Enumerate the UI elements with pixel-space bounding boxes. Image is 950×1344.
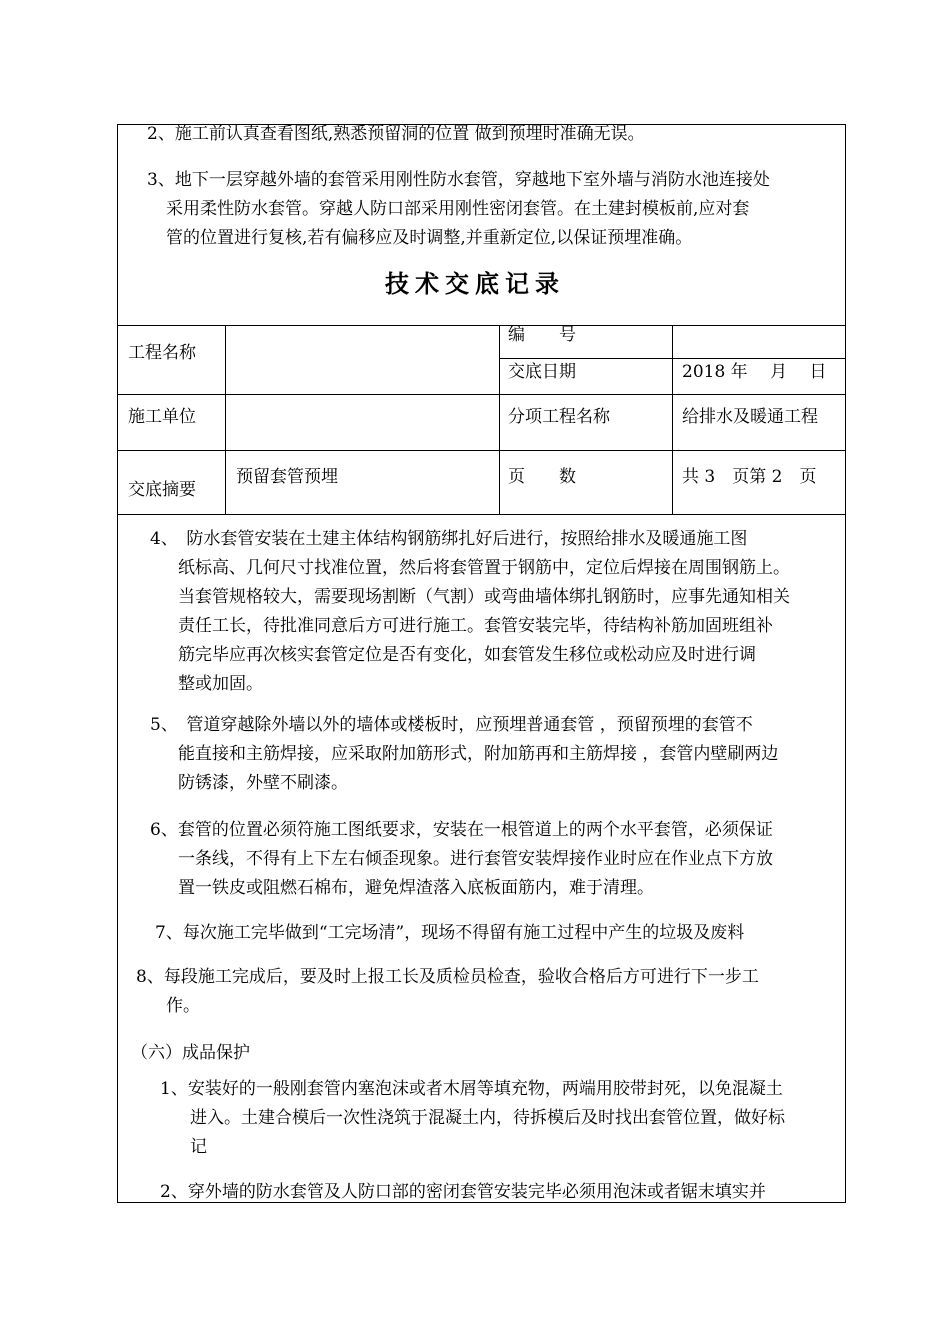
- item-7-text: 7、每次施工完毕做到“工完场清”，现场不得留有施工过程中产生的垃圾及废料: [155, 923, 745, 943]
- number-label: 编 号: [508, 325, 576, 345]
- pages-value: 共 3 页第 2 页: [682, 467, 817, 487]
- summary-label: 交底摘要: [128, 480, 196, 500]
- item-5-line-2: 能直接和主筋焊接，应采取附加筋形式，附加筋再和主筋焊接 ，套管内壁刷两边: [178, 744, 779, 764]
- date-value: 2018 年 月 日: [682, 362, 827, 382]
- protection-1-line-3: 记: [190, 1137, 207, 1157]
- table-col-line: [672, 325, 673, 515]
- pages-label: 页 数: [508, 467, 576, 487]
- item-6-line-1: 6、套管的位置必须符施工图纸要求，安装在一根管道上的两个水平套管，必须保证: [150, 820, 773, 840]
- record-title: 技术交底记录: [385, 270, 565, 298]
- item-4-line-5: 筋完毕应再次核实套管定位是否有变化，如套管发生移位或松动应及时进行调: [178, 645, 756, 665]
- item-4-line-3: 当套管规格较大，需要现场割断（气割）或弯曲墙体绑扎钢筋时，应事先通知相关: [178, 587, 790, 607]
- section-6-heading: （六）成品保护: [131, 1043, 250, 1063]
- protection-1-line-1: 1、安装好的一般刚套管内塞泡沫或者木屑等填充物，两端用胶带封死，以免混凝土: [160, 1079, 783, 1099]
- subproject-label: 分项工程名称: [508, 407, 610, 427]
- item-6-line-2: 一条线，不得有上下左右倾歪现象。进行套管安装焊接作业时应在作业点下方放: [178, 849, 773, 869]
- item-4-line-6: 整或加固。: [178, 674, 263, 694]
- item-4-line-4: 责任工长，待批准同意后方可进行施工。套管安装完毕，待结构补筋加固班组补: [178, 616, 773, 636]
- unit-label: 施工单位: [128, 407, 196, 427]
- protection-1-line-2: 进入。土建合模后一次性浇筑于混凝土内，待拆模后及时找出套管位置，做好标: [190, 1108, 785, 1128]
- table-col-line: [499, 325, 500, 515]
- table-col-line: [225, 325, 226, 515]
- item-2-text: 2、施工前认真查看图纸,熟悉预留洞的位置 做到预埋时准确无误。: [147, 124, 645, 144]
- item-6-line-3: 置一铁皮或阻燃石棉布，避免焊渣落入底板面筋内，难于清理。: [178, 878, 654, 898]
- subproject-value: 给排水及暖通工程: [682, 407, 818, 427]
- table-row-line: [117, 394, 846, 395]
- protection-2-line-1: 2、穿外墙的防水套管及人防口部的密闭套管安装完毕必须用泡沫或者锯末填实并: [160, 1182, 766, 1202]
- item-3-line-3: 管的位置进行复核,若有偏移应及时调整,并重新定位,以保证预埋准确。: [166, 228, 693, 248]
- item-3-line-2: 采用柔性防水套管。穿越人防口部采用刚性密闭套管。在土建封模板前,应对套: [166, 199, 750, 219]
- item-5-line-3: 防锈漆，外壁不刷漆。: [178, 773, 348, 793]
- table-row-line: [117, 450, 846, 451]
- item-5-line-1: 5、 管道穿越除外墙以外的墙体或楼板时，应预埋普通套管 ，预留预埋的套管不: [150, 715, 753, 735]
- item-3-line-1: 3、地下一层穿越外墙的套管采用刚性防水套管，穿越地下室外墙与消防水池连接处: [147, 170, 770, 190]
- item-4-line-1: 4、 防水套管安装在土建主体结构钢筋绑扎好后进行，按照给排水及暖通施工图: [150, 529, 748, 549]
- table-row-line: [499, 358, 846, 359]
- project-name-label: 工程名称: [128, 343, 196, 363]
- summary-value: 预留套管预埋: [236, 467, 338, 487]
- item-8-line-1: 8、每段施工完成后，要及时上报工长及质检员检查，验收合格后方可进行下一步工: [136, 967, 759, 987]
- item-8-line-2: 作。: [166, 996, 200, 1016]
- item-4-line-2: 纸标高、几何尺寸找准位置，然后将套管置于钢筋中，定位后焊接在周围钢筋上。: [178, 558, 790, 578]
- date-label: 交底日期: [508, 362, 576, 382]
